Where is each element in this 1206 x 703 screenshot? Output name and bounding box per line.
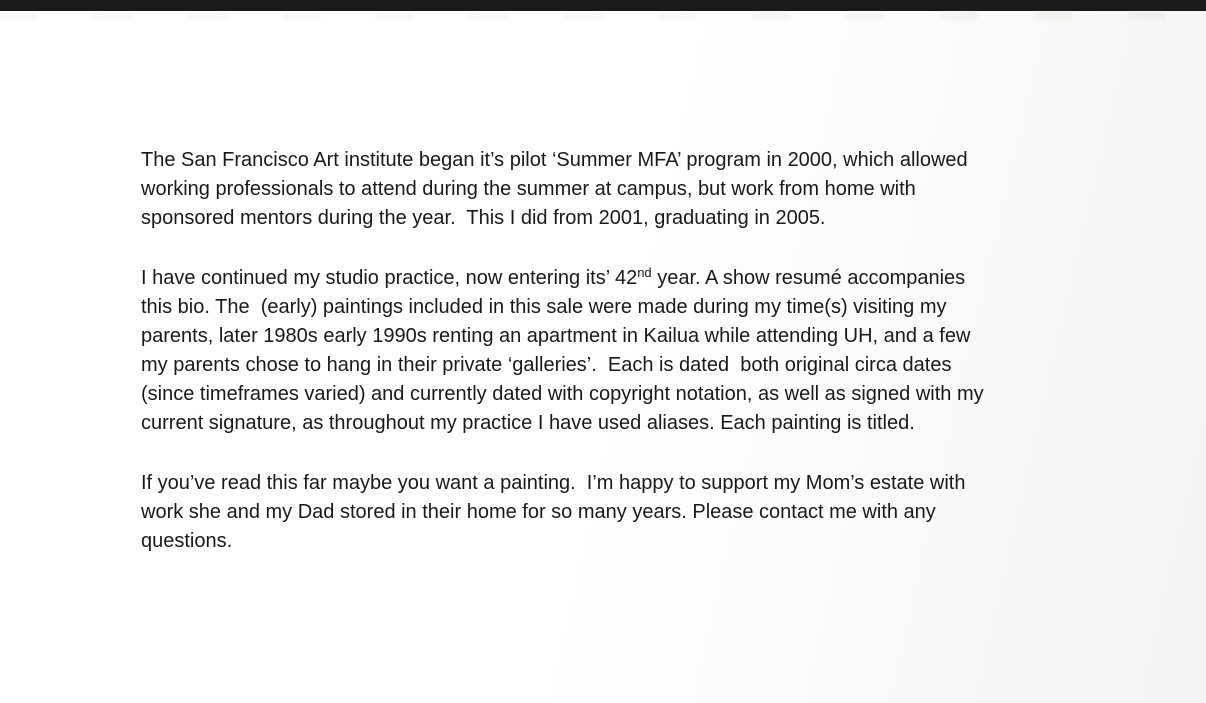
text-line: sponsored mentors during the year. This I did from 2001, graduating in 2005. <box>141 207 826 229</box>
text-line: parents, later 1980s early 1990s renting an apartment in Kailua while attending UH, and a few <box>141 325 971 347</box>
text-line: my parents chose to hang in their private ‘galleries’. Each is dated both original circa dates <box>141 354 952 376</box>
text-line: current signature, as throughout my practice I have used aliases. Each painting is titled. <box>141 412 915 434</box>
bio-text-block <box>141 146 984 556</box>
text-line: questions. <box>141 530 233 552</box>
paragraph-contact-offer <box>141 469 984 556</box>
window-top-bar <box>0 0 1206 11</box>
text-line: this bio. The (early) paintings included in this sale were made during my time(s) visiting my <box>141 296 947 318</box>
superscript-ordinal: nd <box>637 265 652 280</box>
text-line: If you’ve read this far maybe you want a painting. I’m happy to support my Mom’s estate with <box>141 472 966 494</box>
text-line: The San Francisco Art institute began it’s pilot ‘Summer MFA’ program in 2000, which allowed <box>141 149 968 171</box>
line-text-post: year. A show resumé accompanies <box>651 267 966 289</box>
text-line <box>141 264 984 293</box>
text-line: work she and my Dad stored in their home for so many years. Please contact me with any <box>141 501 936 523</box>
line-text-pre: I have continued my studio practice, now entering its’ 42 <box>141 267 638 289</box>
text-line: working professionals to attend during the summer at campus, but work from home with <box>141 178 916 200</box>
ghost-text-artifact <box>0 12 1206 20</box>
paragraph-studio-practice <box>141 264 984 438</box>
text-line: (since timeframes varied) and currently dated with copyright notation, as well as signed with my <box>141 383 984 405</box>
paragraph-sfai-program <box>141 146 984 233</box>
